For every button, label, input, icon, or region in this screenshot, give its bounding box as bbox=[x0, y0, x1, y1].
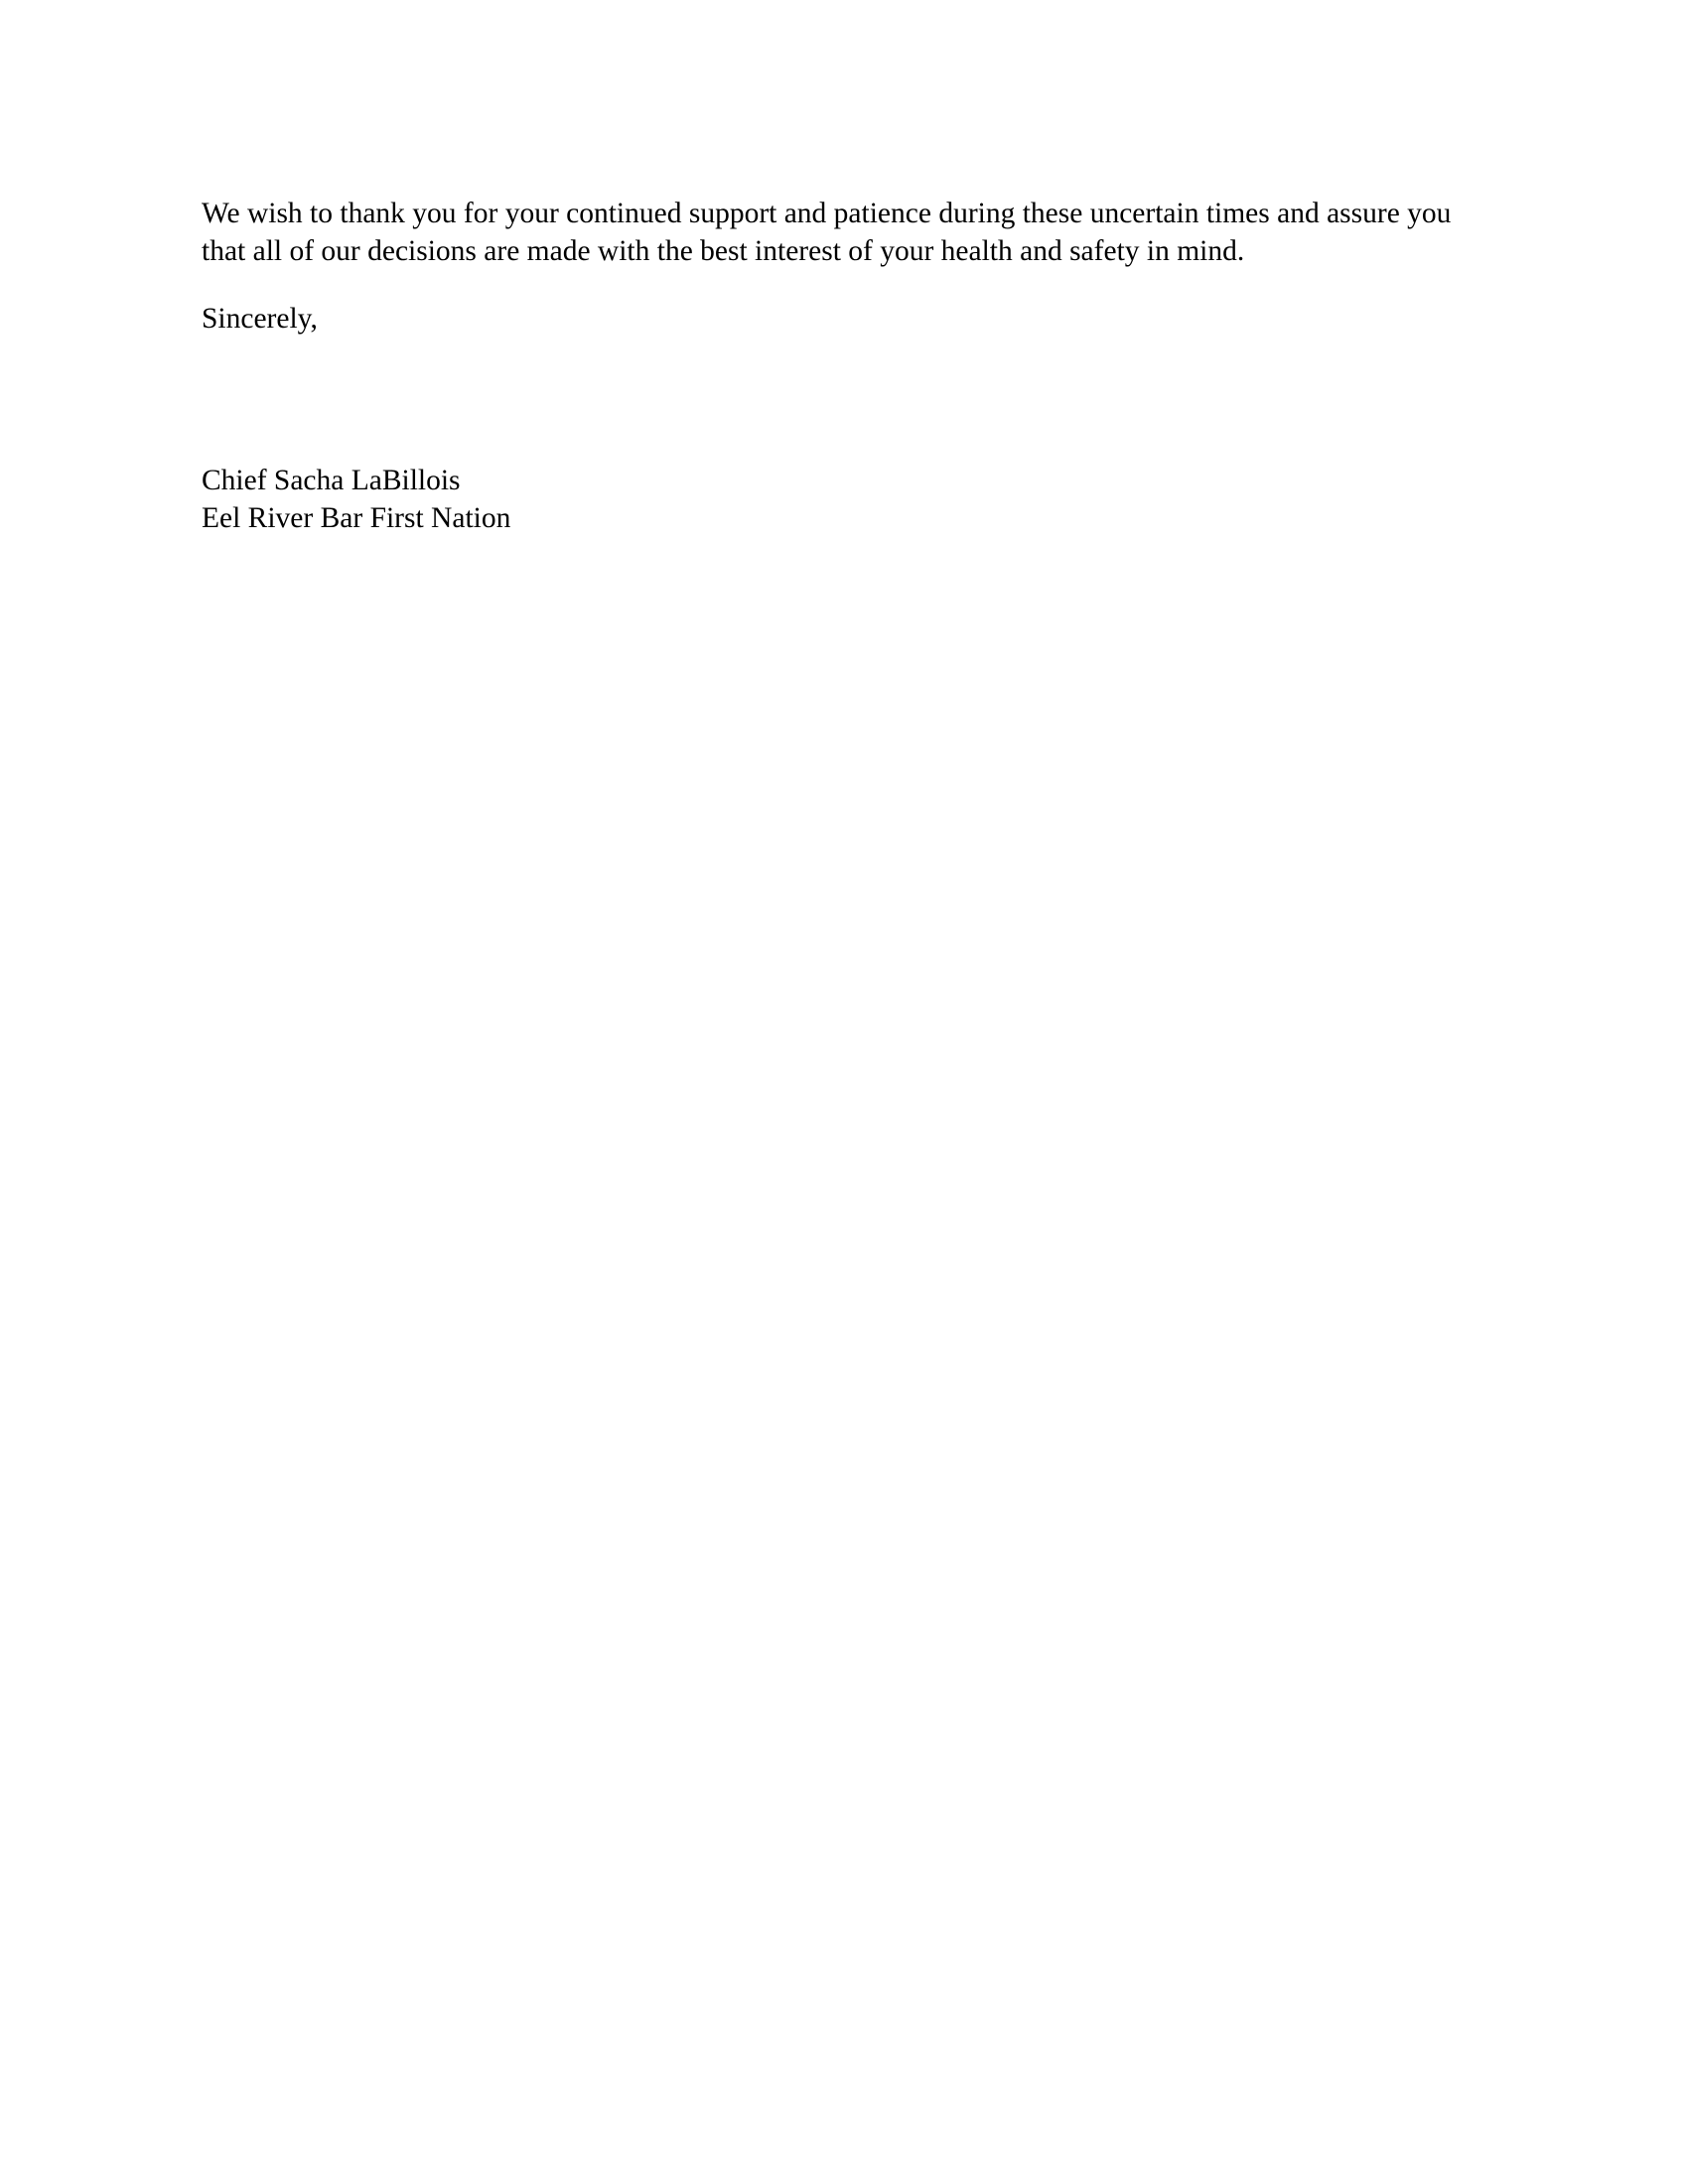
signature-name: Chief Sacha LaBillois bbox=[202, 465, 461, 496]
letter-body bbox=[202, 195, 1475, 338]
paragraph-closing: Sincerely, bbox=[202, 303, 318, 336]
signature-block bbox=[202, 462, 1095, 537]
signature-organization: Eel River Bar First Nation bbox=[202, 502, 511, 535]
paragraph-thank-you: We wish to thank you for your continued support and patience during these uncertain times and assure you that all of our decisions are made with the best interest of your health and safety in mind. bbox=[202, 198, 1452, 268]
